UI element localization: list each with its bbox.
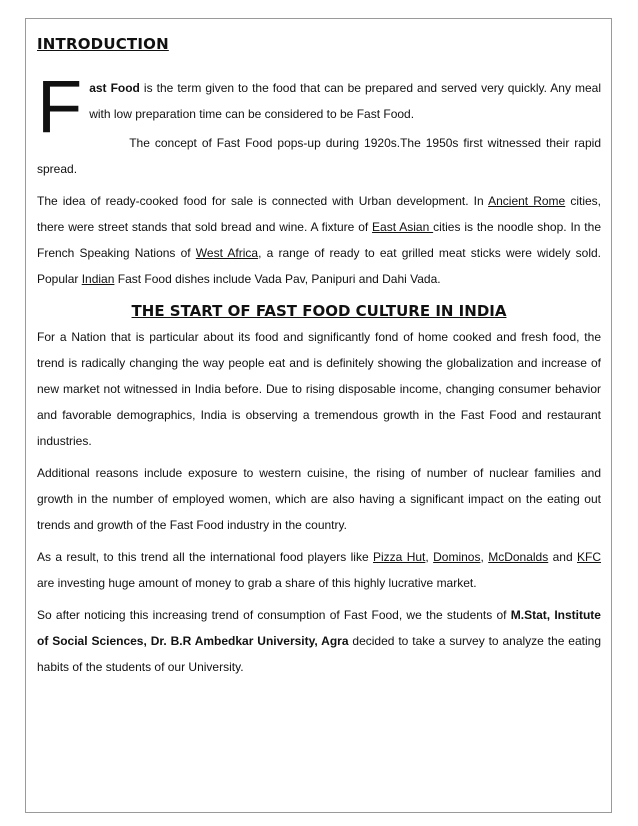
p3-text-2: cities, there were street stands that sold bread and wine. A fixture of [37,194,601,234]
link-west-africa[interactable]: West Africa [195,246,259,260]
c3-text-5: are investing huge amount of money to grab a share of this highly lucrative market. [37,576,477,590]
intro-paragraph-1 [37,75,601,127]
intro-section [37,65,601,182]
p3-text-1: The idea of ready-cooked food for sale is connected with Urban development. In [37,194,489,208]
link-ancient-rome[interactable]: Ancient Rome [488,194,566,208]
heading-fast-food-culture: THE START OF FAST FOOD CULTURE IN INDIA [131,302,507,320]
fast-food-term: ast Food [89,81,140,95]
p3-text-4: , a range of ready to eat grilled meat sticks were widely sold. Popular [37,246,601,286]
intro-p1-text: is the term given to the food that can be prepared and served very quickly. Any meal with low preparation time can be considered to be Fast Food. [89,81,601,121]
c4-text-1: So after noticing this increasing trend of consumption of Fast Food, we the students of [37,608,511,622]
p3-text-3: cities is the noodle shop. In the French Speaking Nations of [37,220,601,260]
culture-paragraph-3 [37,544,601,596]
link-dominos[interactable]: Dominos [433,550,481,564]
intro-paragraph-2: The concept of Fast Food pops-up during 1920s.The 1950s first witnessed their rapid spread. [37,136,601,176]
document-body [37,28,601,683]
intro-paragraph-3 [37,188,601,292]
c3-text-4: and [548,550,578,564]
culture-paragraph-4 [37,602,601,680]
heading-introduction: INTRODUCTION [37,35,169,53]
institution-name: M.Stat, Institute of Social Sciences, Dr. B.R Ambedkar University, Agra [37,608,601,648]
culture-paragraph-1: For a Nation that is particular about its food and significantly fond of home cooked and fresh food, the trend is radically changing the way people eat and is definitely showing the globalization and increase of new market not witnessed in India before. Due to rising disposable income, changing consumer behavior and favorable demographics, India is observing a tremendous growth in the Fast Food and restaurant industries. [37,330,601,448]
drop-cap: F [37,65,83,148]
c3-text-3: , [480,550,489,564]
c4-text-2: decided to take a survey to analyze the eating habits of the students of our University. [37,634,601,674]
culture-paragraph-2: Additional reasons include exposure to western cuisine, the rising of number of nuclear families and growth in the number of employed women, which are also having a significant impact on the eating out trends and growth of the Fast Food industry in the country. [37,466,601,532]
link-pizza-hut[interactable]: Pizza Hut [373,550,426,564]
link-east-asian[interactable]: East Asian [372,220,434,234]
link-kfc[interactable]: KFC [577,550,602,564]
p3-text-5: Fast Food dishes include Vada Pav, Panipuri and Dahi Vada. [114,272,441,286]
c3-text-1: As a result, to this trend all the international food players like [37,550,373,564]
link-mcdonalds[interactable]: McDonalds [488,550,549,564]
c3-text-2: , [425,550,434,564]
link-indian[interactable]: Indian [81,272,115,286]
